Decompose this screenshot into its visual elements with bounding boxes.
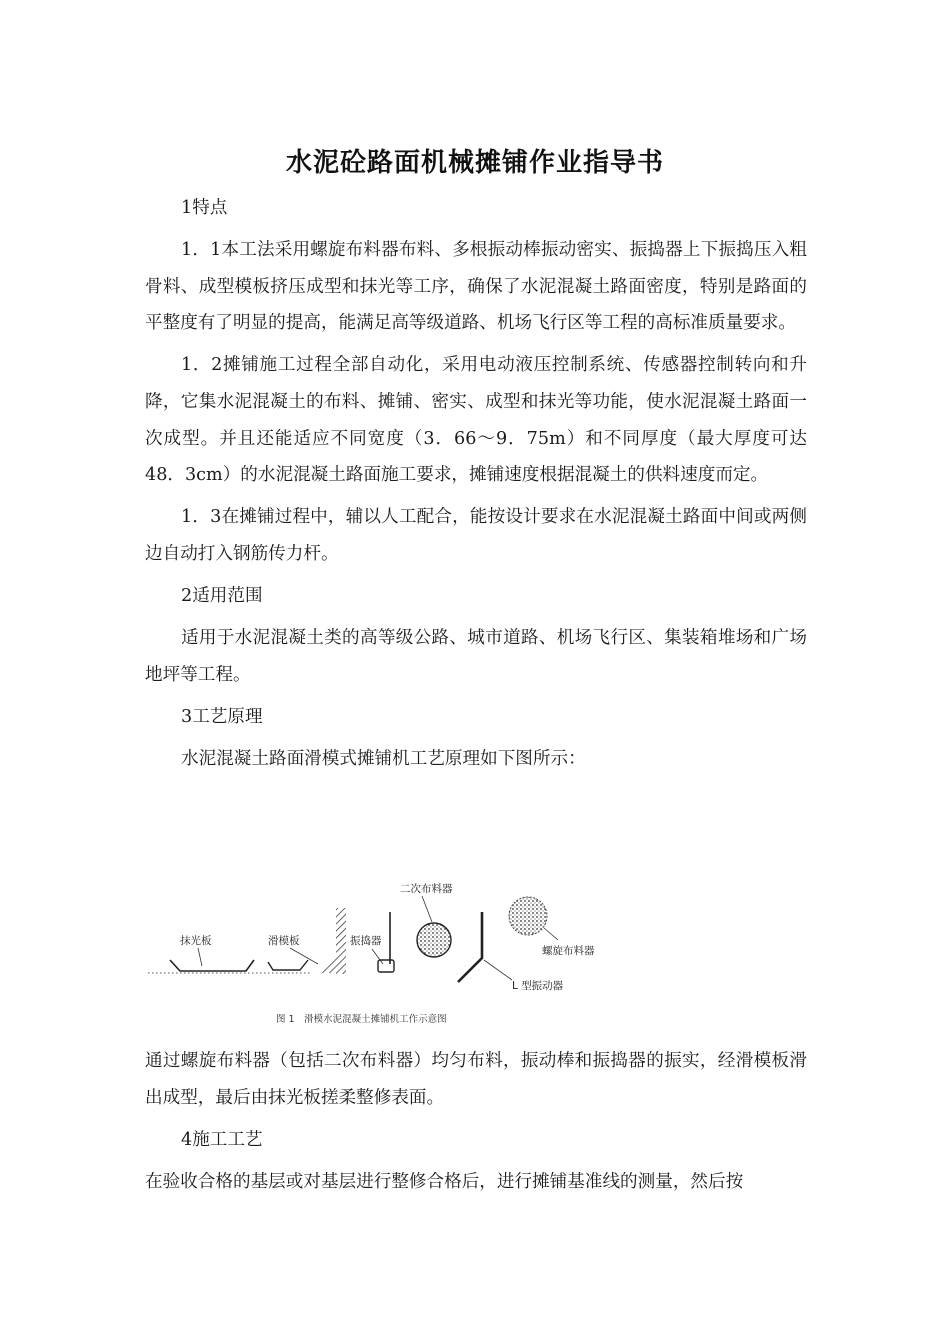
slip-form-leader: [290, 948, 318, 964]
secondary-spreader-shape: [417, 923, 451, 957]
smoothing-plate-leader: [198, 948, 202, 966]
spiral-spreader-leader: [544, 928, 558, 940]
l-vibrator-shape: [458, 912, 482, 982]
tamper-foot: [378, 960, 394, 972]
spiral-spreader-shape: [509, 897, 547, 935]
body-paragraph: 1．3在摊铺过程中，辅以人工配合，能按设计要求在水泥混凝土路面中间或两侧边自动打入钢筋传力杆。: [145, 507, 807, 564]
l-vibrator-leader: [484, 960, 512, 980]
body-text-bottom: [145, 1043, 807, 1206]
l-vibrator-label: L 型振动器: [512, 980, 564, 992]
document-title: 水泥砼路面机械摊铺作业指导书: [285, 148, 664, 178]
section-heading: 4施工工艺: [181, 1129, 263, 1150]
section-heading: 2适用范围: [181, 585, 263, 606]
process-diagram: [140, 872, 620, 1032]
secondary-spreader-label: 二次布料器: [400, 883, 453, 895]
section-heading: 3工艺原理: [181, 706, 263, 727]
slip-form-label: 滑模板: [268, 935, 300, 947]
body-paragraph: 1．2摊铺施工过程全部自动化，采用电动液压控制系统、传感器控制转向和升降，它集水泥混凝土的布料、摊铺、密实、成型和抹光等功能，使水泥混凝土路面一次成型。并且还能适应不同宽度（3．66～9．75m）和不同厚度（最大厚度可达48．3cm）的水泥混凝土路面施工要求，摊铺速度根据混凝土的供料速度而定。: [145, 355, 807, 486]
diagram-svg: [140, 872, 620, 1032]
body-paragraph: 通过螺旋布料器（包括二次布料器）均匀布料，振动棒和振捣器的振实，经滑模板滑出成型，最后由抹光板搓柔整修表面。: [145, 1051, 807, 1108]
tamper-label: 振捣器: [350, 935, 382, 947]
section-heading: 1特点: [181, 198, 228, 218]
spiral-spreader-label: 螺旋布料器: [542, 945, 595, 957]
body-paragraph: 适用于水泥混凝土类的高等级公路、城市道路、机场飞行区、集装箱堆场和广场地坪等工程。: [145, 628, 807, 685]
hatched-wedge: [318, 954, 336, 973]
body-paragraph: 1．1本工法采用螺旋布料器布料、多根振动棒振动密实、振捣器上下振捣压入粗骨料、成型模板挤压成型和抹光等工序，确保了水泥混凝土路面密度，特别是路面的平整度有了明显的提高，能满足高等级道路、机场飞行区等工程的高标准质量要求。: [145, 240, 807, 334]
body-paragraph: 水泥混凝土路面滑模式摊铺机工艺原理如下图所示：: [181, 748, 586, 769]
smoothing-plate-label: 抹光板: [180, 935, 212, 947]
smoothing-plate-shape: [170, 960, 254, 971]
slip-form-shape: [268, 960, 308, 970]
figure-caption: 图 1 滑模水泥混凝土摊铺机工作示意图: [276, 1014, 447, 1025]
body-text-top: [145, 190, 807, 783]
hatched-wall: [336, 908, 346, 974]
secondary-spreader-leader: [422, 896, 432, 922]
body-paragraph: 在验收合格的基层或对基层进行整修合格后，进行摊铺基准线的测量，然后按: [145, 1171, 744, 1192]
